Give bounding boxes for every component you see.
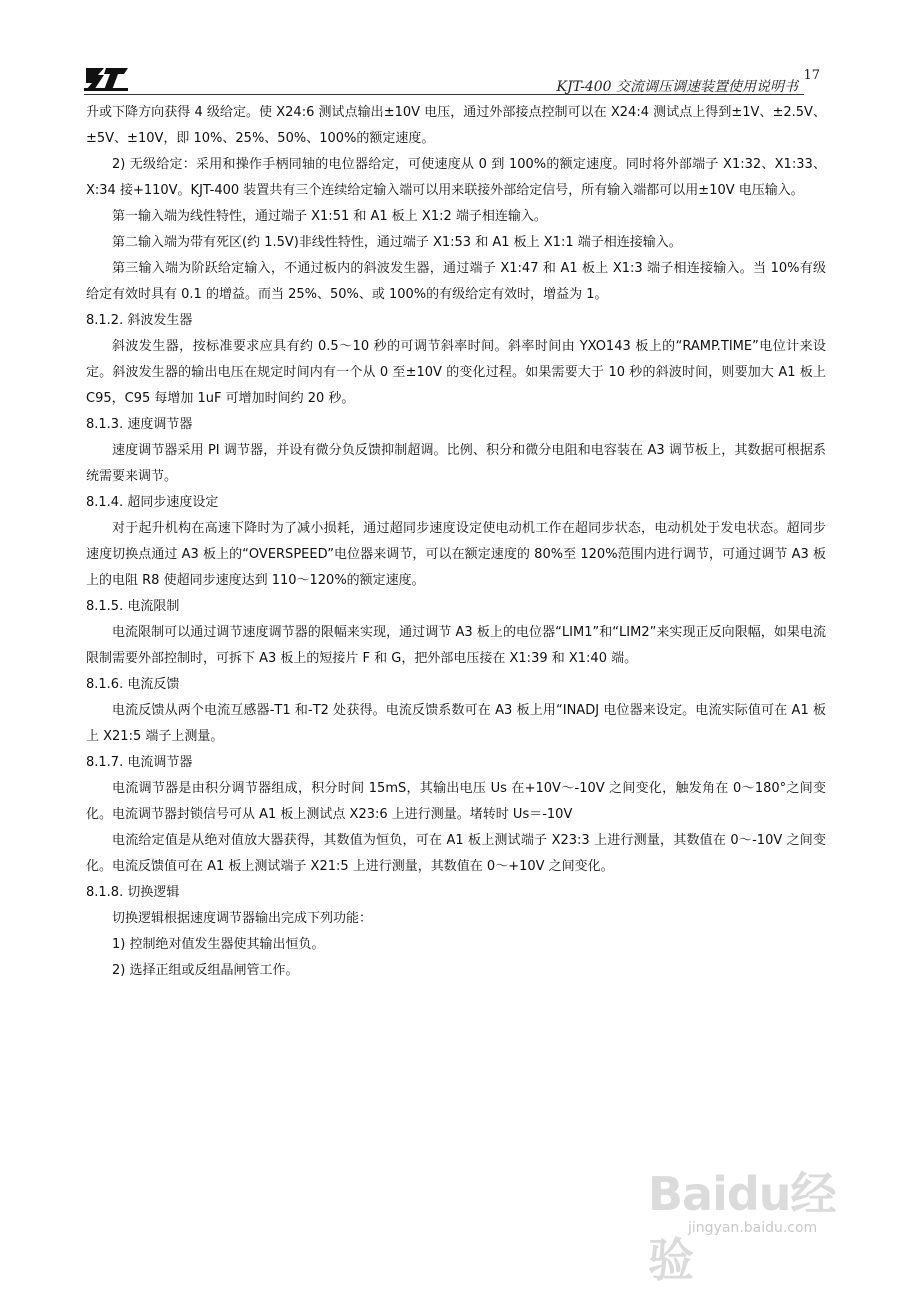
list-item: 2) 选择正组或反组晶闸管工作。 <box>112 963 299 978</box>
section-heading: 8.1.4. 超同步速度设定 <box>86 495 219 510</box>
page-number: 17 <box>803 68 820 83</box>
section-heading: 8.1.6. 电流反馈 <box>86 677 180 692</box>
paragraph: 电流限制可以通过调节速度调节器的限幅来实现，通过调节 A3 板上的电位器“LIM1”和“LIM2”来实现正反向限幅，如果电流限制需要外部控制时，可拆下 A3 板上的短接片 F 和 G，把外部电压接在 X1:39 和 X1:40 端。 <box>86 625 826 666</box>
section-heading: 8.1.5. 电流限制 <box>86 599 180 614</box>
document-body <box>86 100 826 984</box>
watermark-url: jingyan.baidu.com <box>688 1220 818 1236</box>
header-divider <box>84 94 804 95</box>
paragraph: 电流反馈从两个电流互感器-T1 和-T2 处获得。电流反馈系数可在 A3 板上用“INADJ 电位器来设定。电流实际值可在 A1 板上 X21:5 端子上测量。 <box>86 703 826 744</box>
paragraph: 速度调节器采用 PI 调节器，并设有微分负反馈抑制超调。比例、积分和微分电阻和电容装在 A3 调节板上，其数据可根据系统需要来调节。 <box>86 443 826 484</box>
section-heading: 8.1.3. 速度调节器 <box>86 417 193 432</box>
watermark-brand: Baidu经验 <box>648 1167 836 1287</box>
section-heading: 8.1.2. 斜波发生器 <box>86 313 193 328</box>
paragraph: 斜波发生器，按标准要求应具有约 0.5～10 秒的可调节斜率时间。斜率时间由 YXO143 板上的“RAMP.TIME”电位计来设定。斜波发生器的输出电压在规定时间内有一个从 0 至±10V 的变化过程。如果需要大于 10 秒的斜波时间，则要加大 A1 板上 C95，C95 每增加 1uF 可增加时间约 20 秒。 <box>86 339 826 406</box>
page-header <box>84 66 834 96</box>
document-title: KJT-400 交流调压调速装置使用说明书 <box>556 79 798 95</box>
paragraph: 第一输入端为线性特性，通过端子 X1:51 和 A1 板上 X1:2 端子相连输入。 <box>112 209 547 224</box>
paragraph: 电流调节器是由积分调节器组成，积分时间 15mS，其输出电压 Us 在+10V～-10V 之间变化，触发角在 0～180°之间变化。电流调节器封锁信号可从 A1 板上测试点 X23:6 上进行测量。堵转时 Us＝-10V <box>86 781 826 822</box>
watermark <box>648 1152 868 1287</box>
section-heading: 8.1.7. 电流调节器 <box>86 755 193 770</box>
paragraph: 2) 无级给定：采用和操作手柄同轴的电位器给定，可使速度从 0 到 100%的额定速度。同时将外部端子 X1:32、X1:33、X:34 接+110V。KJT-400 装置共有三个连续给定输入端可以用来联接外部给定信号，所有输入端都可以用±10V 电压输入。 <box>86 157 826 198</box>
company-logo-icon <box>84 66 130 92</box>
list-item: 1) 控制绝对值发生器使其输出恒负。 <box>112 937 325 952</box>
section-heading: 8.1.8. 切换逻辑 <box>86 885 180 900</box>
paragraph: 切换逻辑根据速度调节器输出完成下列功能： <box>112 911 373 926</box>
paragraph: 第三输入端为阶跃给定输入，不通过板内的斜波发生器，通过端子 X1:47 和 A1 板上 X1:3 端子相连接输入。当 10%有级给定有效时具有 0.1 的增益。而当 25%、50%、或 100%的有级给定有效时，增益为 1。 <box>86 261 826 302</box>
paragraph: 升或下降方向获得 4 级给定。使 X24:6 测试点输出±10V 电压，通过外部接点控制可以在 X24:4 测试点上得到±1V、±2.5V、±5V、±10V，即 10%、25%、50%、100%的额定速度。 <box>86 105 826 146</box>
paragraph: 第二输入端为带有死区(约 1.5V)非线性特性，通过端子 X1:53 和 A1 板上 X1:1 端子相连接输入。 <box>112 235 682 250</box>
paragraph: 对于起升机构在高速下降时为了减小损耗，通过超同步速度设定使电动机工作在超同步状态，电动机处于发电状态。超同步速度切换点通过 A3 板上的“OVERSPEED”电位器来调节，可以在额定速度的 80%至 120%范围内进行调节，可通过调节 A3 板上的电阻 R8 使超同步速度达到 110～120%的额定速度。 <box>86 521 826 588</box>
paragraph: 电流给定值是从绝对值放大器获得，其数值为恒负，可在 A1 板上测试端子 X23:3 上进行测量，其数值在 0～-10V 之间变化。电流反馈值可在 A1 板上测试端子 X21:5 上进行测量，其数值在 0～+10V 之间变化。 <box>86 833 826 874</box>
